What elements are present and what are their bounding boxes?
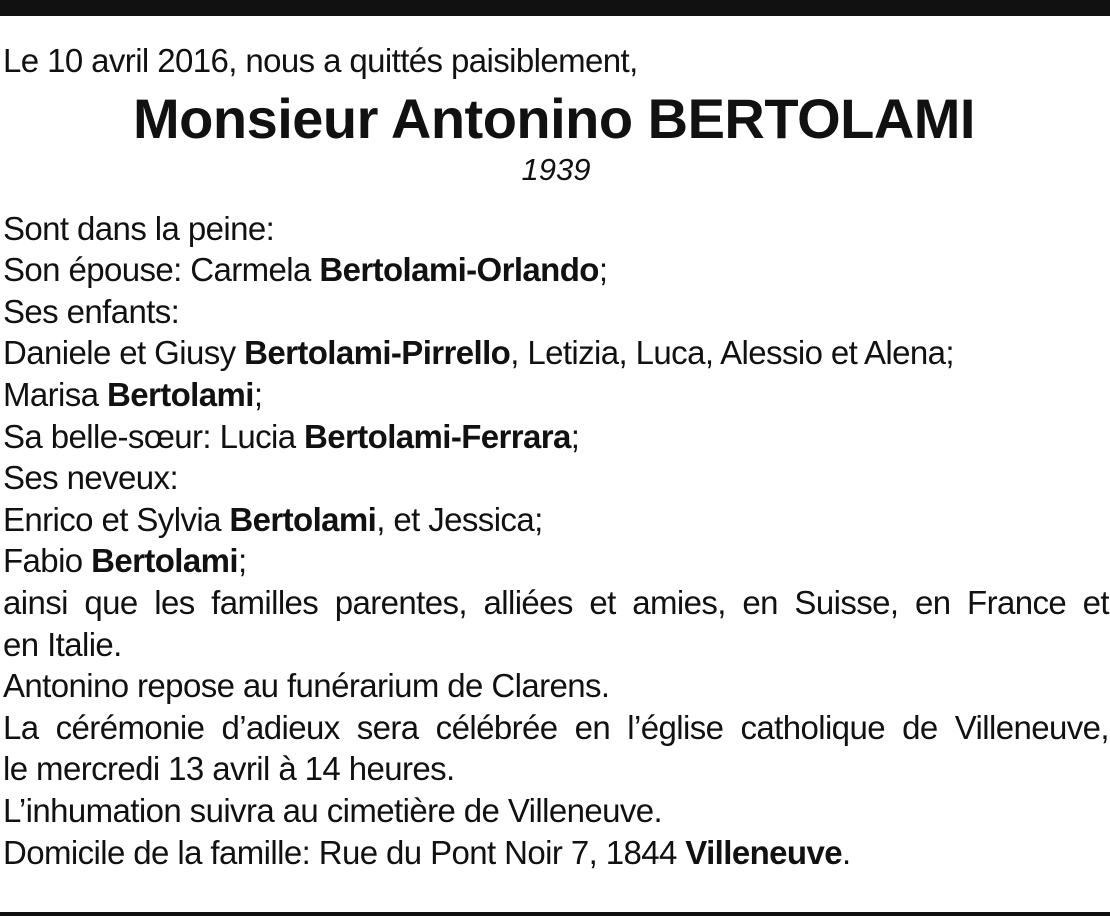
child1-prefix: Daniele et Giusy (3, 334, 245, 372)
child-line-2 (3, 374, 1109, 416)
child2-prefix: Marisa (3, 375, 107, 413)
spouse-surname: Bertolami-Orlando (319, 251, 599, 289)
sister-in-law-surname: Bertolami-Ferrara (304, 417, 571, 455)
spouse-line (3, 249, 1109, 291)
nephew1-suffix: , et Jessica; (376, 500, 543, 538)
child2-surname: Bertolami (107, 375, 254, 413)
families-line-2: en Italie. (3, 625, 122, 663)
intro-text: Le 10 avril 2016, nous a quittés paisiblement, (3, 42, 638, 79)
bottom-rule (0, 912, 1110, 916)
obituary-notice (3, 40, 1109, 873)
child1-suffix: , Letizia, Luca, Alessio et Alena; (510, 334, 954, 372)
repose-line: Antonino repose au funérarium de Clarens. (3, 667, 610, 705)
ceremony-line-2: le mercredi 13 avril à 14 heures. (3, 750, 455, 788)
spouse-prefix: Son épouse: Carmela (3, 251, 320, 289)
nephew1-prefix: Enrico et Sylvia (3, 500, 230, 538)
deceased-name: Monsieur Antonino BERTOLAMI (133, 86, 975, 150)
burial-line: L’inhumation suivra au cimetière de Villeneuve. (3, 791, 663, 829)
families-line-1: ainsi que les familles parentes, alliées et amies, en Suisse, en France et (3, 583, 1109, 621)
top-rule (0, 0, 1110, 16)
child1-surname: Bertolami-Pirrello (244, 334, 511, 372)
ceremony-line-1: La cérémonie d’adieux sera célébrée en l’église catholique de Villeneuve, (3, 708, 1109, 746)
nephew-line-1 (3, 499, 1109, 541)
domicile-suffix: . (841, 833, 851, 871)
child2-suffix: ; (253, 375, 263, 413)
nephews-heading: Ses neveux: (3, 459, 179, 497)
nephew-line-2 (3, 540, 1109, 582)
children-heading: Ses enfants: (3, 292, 180, 330)
birth-year: 1939 (521, 151, 591, 187)
mourners-heading: Sont dans la peine: (3, 209, 275, 247)
child-line-1 (3, 332, 1109, 374)
sister-in-law-suffix: ; (570, 417, 580, 455)
domicile-line (3, 832, 1109, 874)
nephew1-surname: Bertolami (229, 500, 377, 538)
sister-in-law-prefix: Sa belle-sœur: Lucia (3, 417, 305, 455)
spouse-suffix: ; (598, 251, 608, 289)
domicile-prefix: Domicile de la famille: Rue du Pont Noir 7, 1844 (3, 833, 686, 871)
nephew2-suffix: ; (237, 542, 247, 580)
nephew2-surname: Bertolami (91, 542, 238, 580)
nephew2-prefix: Fabio (3, 542, 92, 580)
sister-in-law-line (3, 416, 1109, 458)
domicile-town: Villeneuve (685, 833, 842, 871)
